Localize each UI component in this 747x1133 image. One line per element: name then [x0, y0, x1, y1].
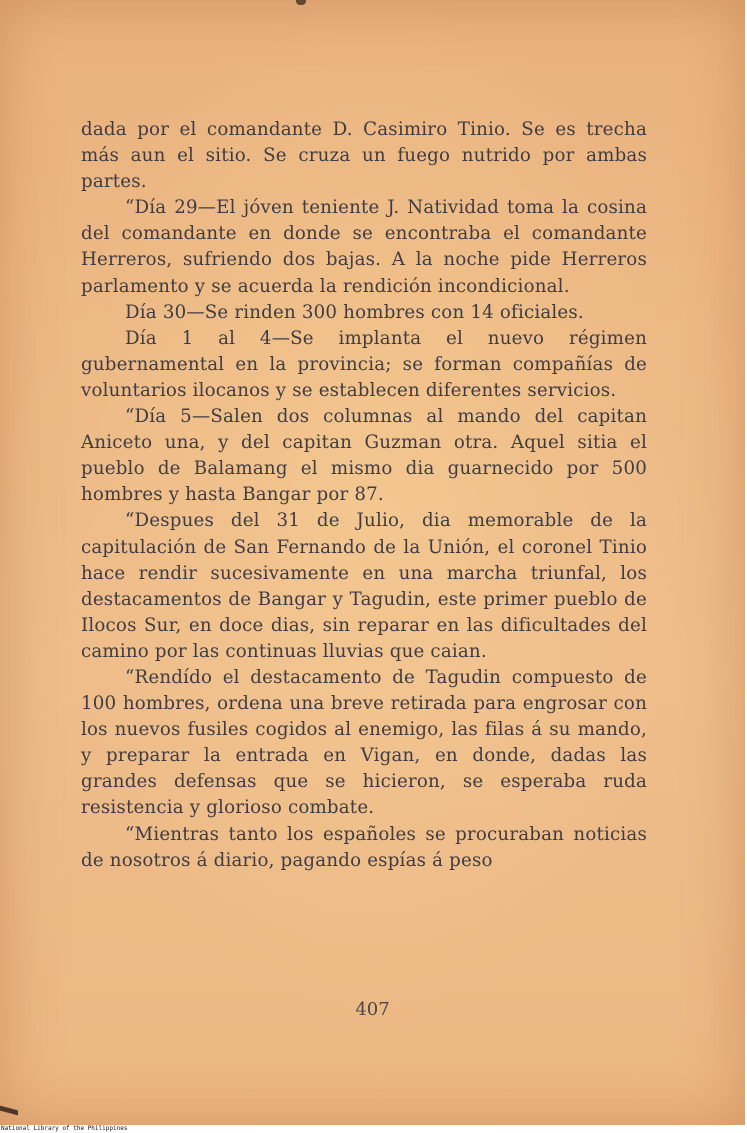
- binding-mark: [296, 0, 306, 5]
- paragraph-7: “Rendído el destacamento de Tagudin compuesto de 100 hombres, ordena una breve retirada para engrosar con los nuevos fusiles cogidos al enemigo, las filas á su mando, y preparar la entrada en Vigan, en donde, dadas las grandes defensas que se hicieron, se esperaba ruda resistencia y glorioso combate.: [81, 666, 647, 819]
- paragraph-8: “Mientras tanto los españoles se procuraban noticias de nosotros á diario, pagando espías á peso: [81, 823, 647, 871]
- page-number: 407: [355, 999, 390, 1020]
- paragraph-1: dada por el comandante D. Casimiro Tinio. Se es trecha más aun el sitio. Se cruza un fuego nutrido por ambas partes.: [81, 119, 647, 193]
- paragraph-3: Día 30—Se rinden 300 hombres con 14 oficiales.: [125, 301, 584, 323]
- edge-mark: [0, 1106, 18, 1116]
- paragraph-2: “Día 29—El jóven teniente J. Natividad toma la cosina del comandante en donde se encontraba el comandante Herreros, sufriendo dos bajas. A la noche pide Herreros parlamento y se acuerda la rendición incondicional.: [81, 197, 647, 297]
- paragraph-5: “Día 5—Salen dos columnas al mando del capitan Aniceto una, y del capitan Guzman otra. Aquel sitia el pueblo de Balamang el mismo dia guarnecido por 500 hombres y hasta Bangar por 87.: [81, 406, 647, 506]
- footer-credit: National Library of the Philippines: [1, 1125, 128, 1132]
- body-text: [81, 117, 647, 874]
- paragraph-4: Día 1 al 4—Se implanta el nuevo régimen gubernamental en la provincia; se forman compañías de voluntarios ilocanos y se establecen diferentes servicios.: [81, 327, 647, 401]
- paragraph-6: “Despues del 31 de Julio, dia memorable de la capitulación de San Fernando de la Unión, el coronel Tinio hace rendir sucesivamente en una marcha triunfal, los destacamentos de Bangar y Tagudin, este primer pueblo de Ilocos Sur, en doce dias, sin reparar en las dificultades del camino por las continuas lluvias que caian.: [81, 510, 647, 662]
